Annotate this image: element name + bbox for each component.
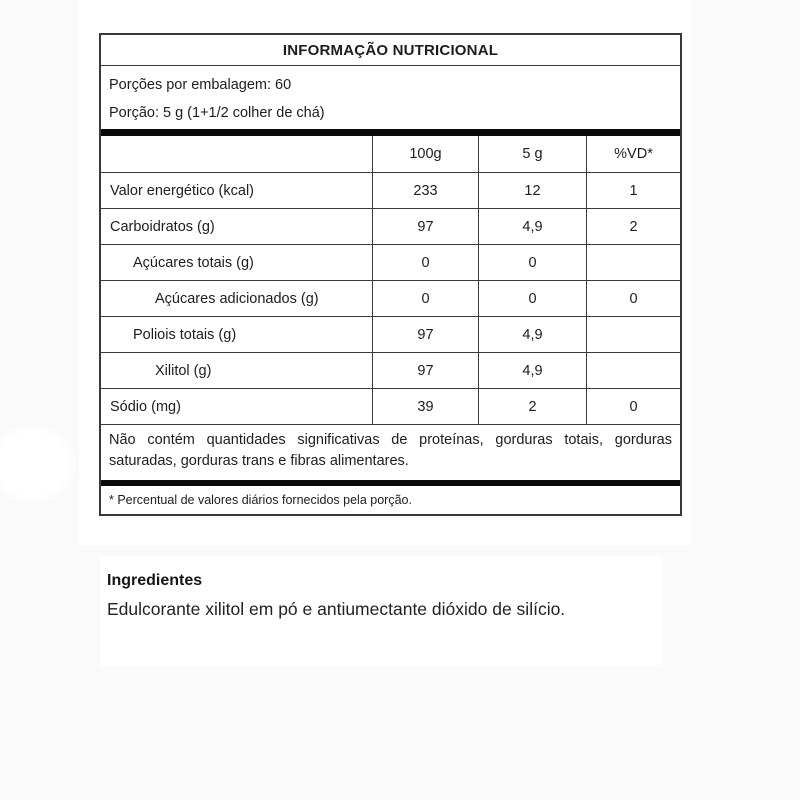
value-pct-vd [587,245,680,280]
serving-size: Porção: 5 g (1+1/2 colher de chá) [109,105,325,121]
table-row-acucares-adicionados [101,281,680,317]
table-row-poliois-totais [101,317,680,353]
nutrient-name: Xilitol (g) [101,353,373,388]
divider-bar-top [101,129,680,136]
value-pct-vd: 0 [629,290,638,307]
daily-values-footnote: * Percentual de valores diários fornecidos pela porção. [109,493,412,507]
insignificant-amounts-note: Não contém quantidades significativas de proteínas, gorduras totais, gorduras saturadas, gorduras trans e fibras alimentares. [109,432,672,469]
value-per-100g: 39 [373,389,479,424]
table-row-valor-energetico [101,173,680,209]
header-nutrient [101,136,373,172]
value-per-serving: 4,9 [479,317,587,352]
value-per-serving: 0 [479,245,587,280]
nutrient-name: Valor energético (kcal) [101,173,373,208]
value-per-serving: 12 [479,173,587,208]
header-per-serving: 5 g [479,136,587,172]
value-per-100g: 97 [373,209,479,244]
ingredients-heading: Ingredientes [107,572,203,589]
value-pct-vd: 1 [629,182,638,199]
nutrient-name: Açúcares adicionados (g) [101,281,373,316]
scan-artifact-blob [0,428,72,500]
servings-per-package: Porções por embalagem: 60 [109,77,292,93]
header-per-100g: 100g [373,136,479,172]
value-per-serving: 2 [479,389,587,424]
value-per-100g: 233 [373,173,479,208]
value-per-100g: 0 [373,281,479,316]
header-pct-vd: %VD* [614,146,653,162]
value-per-100g: 0 [373,245,479,280]
table-row-carboidratos [101,209,680,245]
ingredients-text: Edulcorante xilitol em pó e antiumectante dióxido de silício. [107,599,566,619]
ingredients-section [107,572,663,620]
nutrition-label-title: INFORMAÇÃO NUTRICIONAL [101,35,680,66]
value-pct-vd: 2 [629,218,638,235]
table-row-xilitol [101,353,680,389]
table-header-row [101,136,680,173]
value-pct-vd: 0 [629,398,638,415]
value-per-100g: 97 [373,317,479,352]
nutrition-facts-panel [99,33,682,516]
value-per-serving: 4,9 [479,353,587,388]
nutrient-name: Carboidratos (g) [101,209,373,244]
nutrient-name: Açúcares totais (g) [101,245,373,280]
value-per-serving: 4,9 [479,209,587,244]
value-per-serving: 0 [479,281,587,316]
servings-section [101,66,680,129]
table-row-sodio [101,389,680,425]
value-pct-vd [587,353,680,388]
value-pct-vd [587,317,680,352]
value-per-100g: 97 [373,353,479,388]
table-row-acucares-totais [101,245,680,281]
nutrient-name: Poliois totais (g) [101,317,373,352]
nutrient-name: Sódio (mg) [101,389,373,424]
